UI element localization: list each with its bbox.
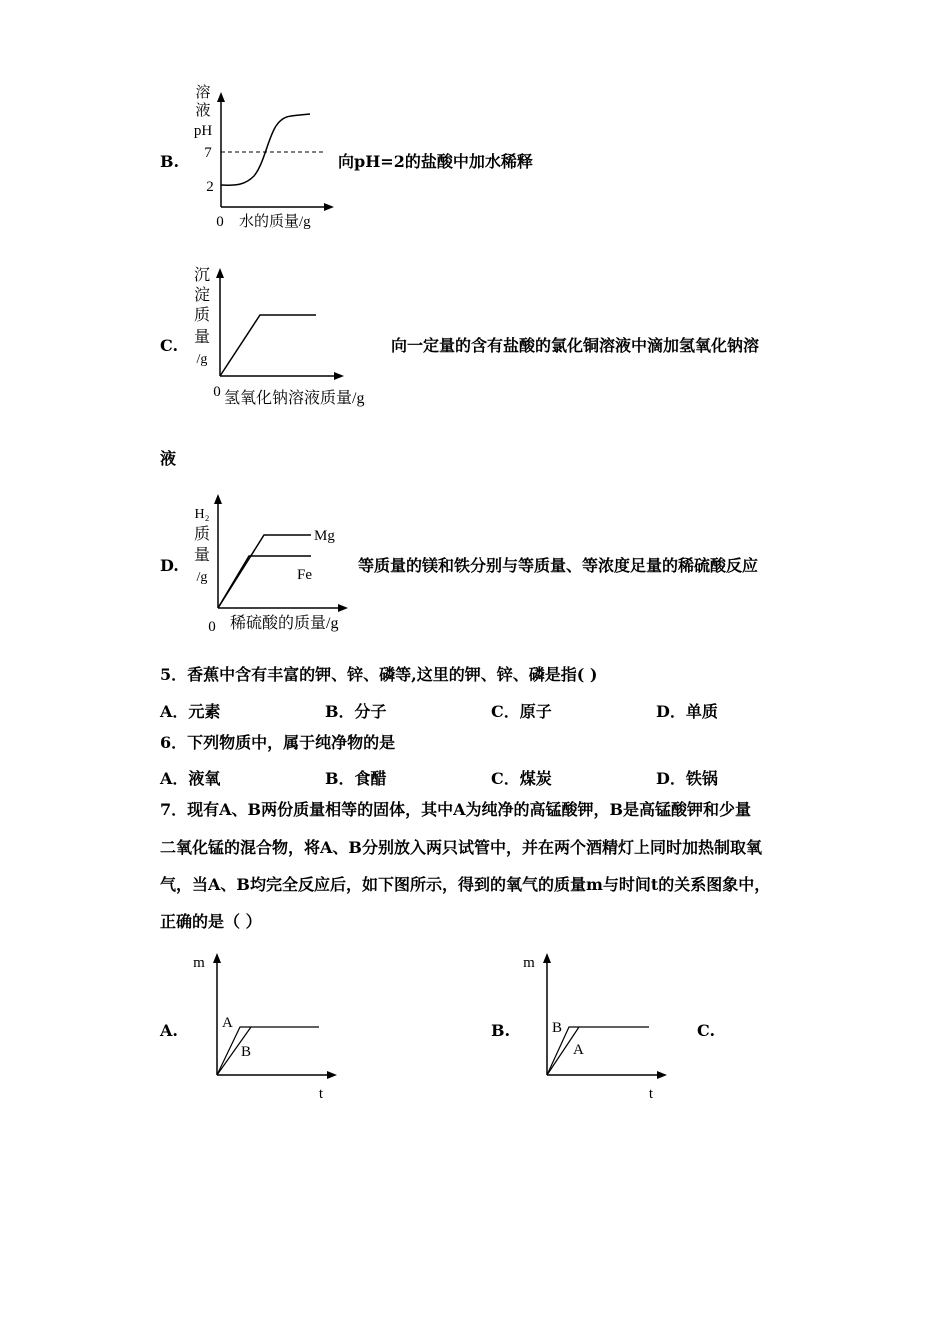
x-axis-arrow <box>338 604 348 612</box>
question-5-stem: 5．香蕉中含有丰富的钾、锌、磷等,这里的钾、锌、磷是指( ) <box>160 665 598 684</box>
x-axis-label: 稀硫酸的质量/g <box>230 615 339 632</box>
y-axis-label: m <box>193 955 205 971</box>
option-b-description: 向pH=2的盐酸中加水稀释 <box>338 152 533 171</box>
tick-label-7: 7 <box>204 145 212 161</box>
fe-label: Fe <box>297 567 312 583</box>
y-axis-arrow <box>217 92 225 102</box>
q7-option-c-letter[interactable]: C. <box>697 1021 716 1040</box>
precipitate-chart <box>180 262 390 412</box>
x-axis-arrow <box>657 1071 667 1079</box>
line-upper <box>217 1027 319 1075</box>
x-axis-label: 水的质量/g <box>239 214 311 230</box>
question-7-line: 正确的是（ ） <box>160 912 262 931</box>
q7-option-b-letter[interactable]: B. <box>491 1021 511 1040</box>
x-axis-arrow <box>334 372 344 380</box>
upper-label: B <box>552 1020 563 1036</box>
q5-option-d[interactable]: D．单质 <box>656 702 718 721</box>
hydrogen-chart <box>180 488 355 638</box>
y-label-char: /g <box>196 352 208 367</box>
lower-label: A <box>573 1042 584 1058</box>
question-7-line: 二氧化锰的混合物，将A、B分别放入两只试管中，并在两个酒精灯上同时加热制取氧 <box>160 838 762 857</box>
q5-option-b[interactable]: B．分子 <box>325 702 387 721</box>
upper-label: A <box>222 1015 233 1031</box>
origin-label: 0 <box>208 619 216 635</box>
y-axis-arrow <box>543 953 551 963</box>
x-axis-label: 氢氧化钠溶液质量/g <box>224 390 365 407</box>
y-axis-arrow <box>216 268 224 278</box>
option-d-letter: D. <box>160 556 179 575</box>
y-label-char: 量 <box>193 329 211 346</box>
q7-graph-b <box>515 945 675 1105</box>
ph-curve <box>221 114 310 185</box>
lower-label: B <box>241 1044 252 1060</box>
option-b-letter: B. <box>160 152 180 171</box>
y-label-char: H₂ <box>194 507 210 522</box>
y-label-char: 量 <box>193 547 211 564</box>
q5-option-a[interactable]: A．元素 <box>160 702 221 721</box>
precipitate-line <box>220 315 316 376</box>
q7-option-a-letter[interactable]: A. <box>160 1021 178 1040</box>
origin-label: 0 <box>213 384 221 400</box>
y-label-char: 质 <box>193 526 211 543</box>
q6-option-a[interactable]: A．液氧 <box>160 769 221 788</box>
option-c-letter: C. <box>160 336 179 355</box>
y-label-char: /g <box>196 570 208 585</box>
x-axis-label: t <box>648 1086 654 1102</box>
y-axis-arrow <box>214 494 222 504</box>
y-label-char: 质 <box>193 307 211 324</box>
question-7-line: 气，当A、B均完全反应后，如下图所示，得到的氧气的质量m与时间t的关系图象中， <box>160 875 771 894</box>
mg-label: Mg <box>314 528 335 544</box>
q7-graph-a <box>185 945 345 1105</box>
y-label-char: 液 <box>195 103 211 119</box>
ph-dilution-chart <box>180 80 340 235</box>
x-axis-label: t <box>318 1086 324 1102</box>
option-c-description: 向一定量的含有盐酸的氯化铜溶液中滴加氢氧化钠溶 <box>391 336 760 355</box>
q6-option-c[interactable]: C．煤炭 <box>491 769 552 788</box>
q5-option-c[interactable]: C．原子 <box>491 702 552 721</box>
question-7-line: 7．现有A、B两份质量相等的固体，其中A为纯净的高锰酸钾，B是高锰酸钾和少量 <box>160 800 752 819</box>
option-d-description: 等质量的镁和铁分别与等质量、等浓度足量的稀硫酸反应 <box>358 556 759 575</box>
question-6-stem: 6．下列物质中，属于纯净物的是 <box>160 733 396 752</box>
y-label-char: pH <box>193 123 213 139</box>
y-axis-arrow <box>213 953 221 963</box>
q6-option-b[interactable]: B．食醋 <box>325 769 387 788</box>
y-axis-label: m <box>523 955 535 971</box>
y-label-char: 淀 <box>193 287 211 304</box>
x-axis-arrow <box>327 1071 337 1079</box>
x-axis-arrow <box>324 203 334 211</box>
option-c-description-continued: 液 <box>160 449 177 468</box>
tick-label-2: 2 <box>206 179 214 195</box>
q6-option-d[interactable]: D．铁锅 <box>656 769 718 788</box>
y-label-char: 溶 <box>195 85 211 101</box>
origin-label: 0 <box>216 214 224 230</box>
y-label-char: 沉 <box>193 267 211 284</box>
